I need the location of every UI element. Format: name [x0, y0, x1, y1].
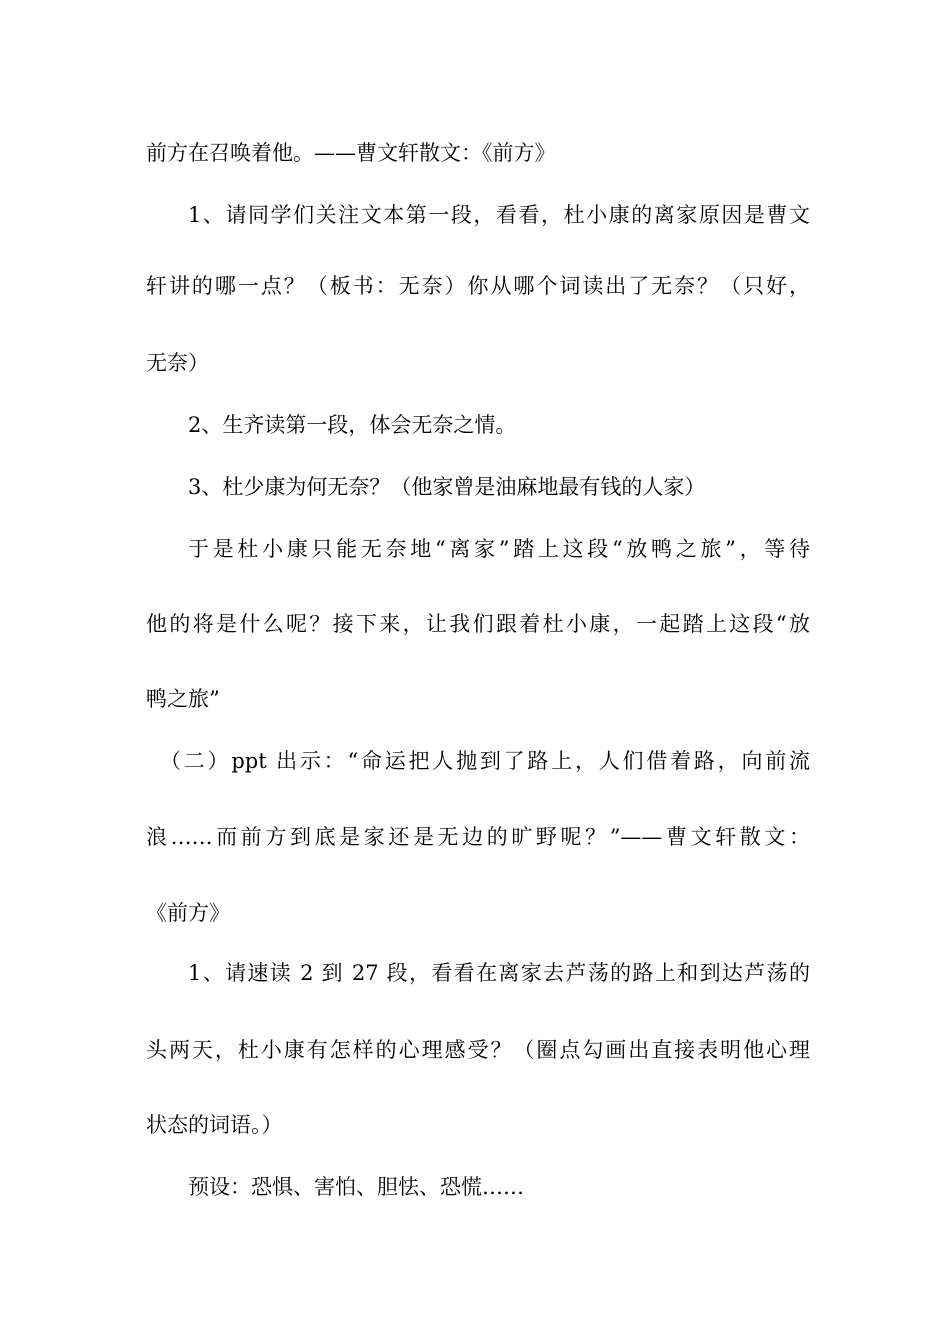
text-line: 状态的词语。）	[146, 1113, 283, 1137]
text-line: 1、请速读 2 到 27 段，看看在离家去芦荡的路上和到达芦荡的	[188, 961, 810, 985]
text-line: 1、请同学们关注文本第一段，看看，杜小康的离家原因是曹文	[188, 203, 810, 227]
text-line: 于是杜小康只能无奈地“离家”踏上这段“放鸭之旅”，等待	[188, 537, 810, 561]
text-line: 无奈）	[146, 351, 209, 375]
text-line: 预设：恐惧、害怕、胆怯、恐慌……	[188, 1175, 524, 1199]
text-line: （二）ppt 出示：“命运把人抛到了路上，人们借着路，向前流	[160, 749, 810, 773]
text-line: 前方在召唤着他。——曹文轩散文：《前方》	[146, 141, 556, 165]
text-line: 2、生齐读第一段，体会无奈之情。	[188, 413, 517, 437]
text-line: 头两天，杜小康有怎样的心理感受？（圈点勾画出直接表明他心理	[146, 1038, 810, 1062]
text-line: 轩讲的哪一点？（板书：无奈）你从哪个词读出了无奈？（只好，	[146, 274, 810, 298]
text-line: 《前方》	[146, 901, 230, 925]
text-line: 鸭之旅”	[146, 687, 220, 711]
text-line: 3、杜少康为何无奈？（他家曾是油麻地最有钱的人家）	[188, 475, 706, 499]
text-line: 他的将是什么呢？接下来，让我们跟着杜小康，一起踏上这段“放	[146, 612, 810, 636]
text-line: 浪……而前方到底是家还是无边的旷野呢？”——曹文轩散文：	[146, 825, 810, 849]
